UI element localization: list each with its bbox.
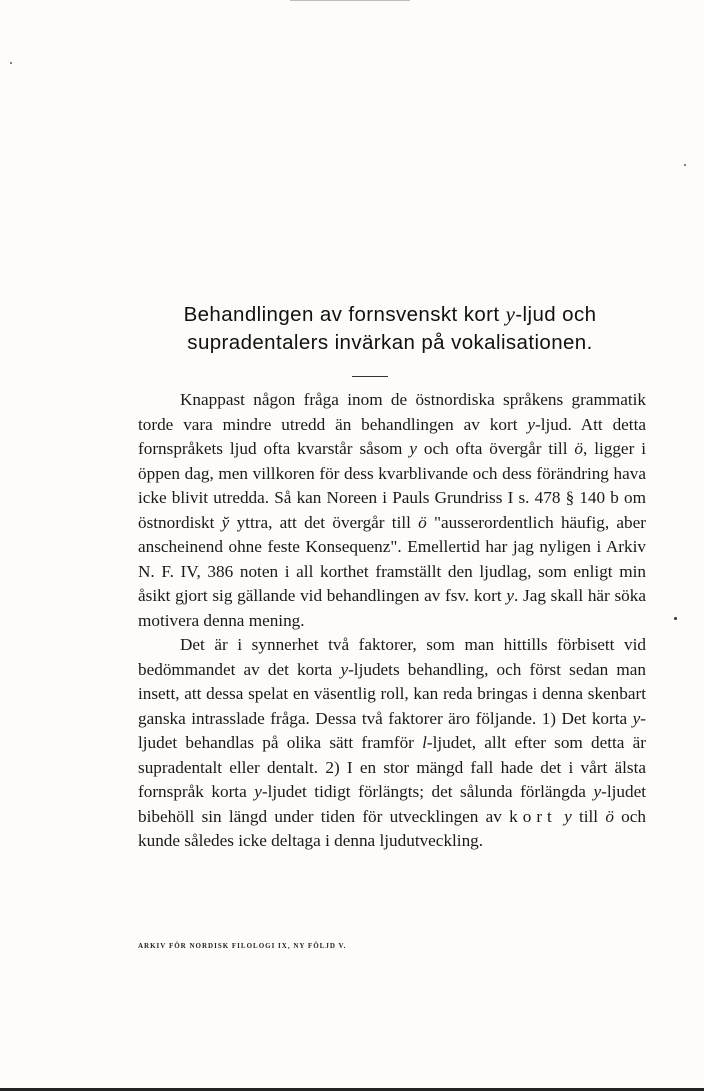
margin-mark [674, 617, 677, 620]
article-title [120, 300, 660, 357]
text-run: Knappast någon fråga inom de östnordiska språkens grammatik torde vara mindre utredd än behandlingen av kort [138, 390, 646, 434]
italic-term: y [340, 659, 349, 679]
paper-speck [684, 164, 686, 166]
title-divider [352, 376, 388, 377]
title-line-2: supradentalers invärkan på vokalisationen. [187, 331, 593, 354]
italic-term: y [527, 414, 536, 434]
text-run: -ljudet tidigt förlängts; det sålunda förlängda [261, 782, 594, 801]
italic-term: y̆ [221, 512, 230, 532]
italic-term: ö [605, 806, 614, 826]
italic-term: y [254, 782, 262, 801]
text-run: , ligger i öppen dag, men villkoren för dess kvarblivande och dess förändring hava icke blivit utredda. Så kan Noreen i Pauls Grundriss I s. 478 § 140 b om östnordiskt [138, 439, 646, 532]
italic-term: y [593, 782, 602, 801]
signature-footer: ARKIV FÖR NORDISK FILOLOGI IX, NY FÖLJD V. [138, 942, 347, 950]
text-run: -ljudet, allt efter som detta är supradentalt eller dentalt. 2) I en stor mängd fall hade det i vårt älsta fornspråk korta [138, 733, 646, 801]
text-run: yttra, att det övergår till [229, 512, 419, 532]
text-run: -ljudets behandling, och först sedan man insett, att dessa spelat en väsentlig roll, kan reda bringas i denna skenbart ganska intrasslade fråga. Dessa två faktorer äro följande. 1) Det korta [138, 659, 646, 728]
top-edge-line [290, 0, 410, 1]
paragraph-2 [138, 633, 646, 854]
text-run: -ljud. Att detta fornspråkets ljud ofta kvarstår såsom [138, 414, 646, 458]
text-run: och ofta övergår till [416, 439, 575, 458]
text-run: . Jag skall här söka motivera denna mening. [138, 586, 646, 630]
text-run: -ljudet behandlas på olika sätt framför [138, 708, 646, 752]
text-run: Det är i synnerhet två faktorer, som man hittills förbisett vid bedömmandet av det korta [138, 635, 646, 679]
italic-term: y [409, 439, 417, 458]
title-line-1: Behandlingen av fornsvenskt kort y-ljud och [183, 302, 597, 326]
italic-term: y [632, 708, 641, 728]
article-body [138, 388, 646, 854]
text-run: "ausserordentlich häufig, aber anscheinend ohne feste Konsequenz". Emellertid har jag nyligen i Arkiv N. F. IV, 386 noten i all korthet framställt den ljudlag, som enligt min åsikt gjort sig gällande vid behandlingen av fsv. kort [138, 512, 646, 605]
text-run: kort [509, 806, 557, 826]
paper-speck [10, 62, 12, 64]
italic-term: l [422, 733, 427, 752]
italic-term: y [564, 806, 572, 826]
text-run: till [571, 806, 606, 826]
italic-term: ö [418, 512, 427, 532]
text-run [557, 807, 564, 826]
italic-term: ö [574, 439, 583, 458]
text-run: -ljudet bibehöll sin längd under tiden för utvecklingen av [138, 782, 646, 826]
text-run: och kunde således icke deltaga i denna ljudutveckling. [138, 806, 646, 850]
italic-term: y [506, 586, 514, 605]
paragraph-1 [138, 388, 646, 633]
